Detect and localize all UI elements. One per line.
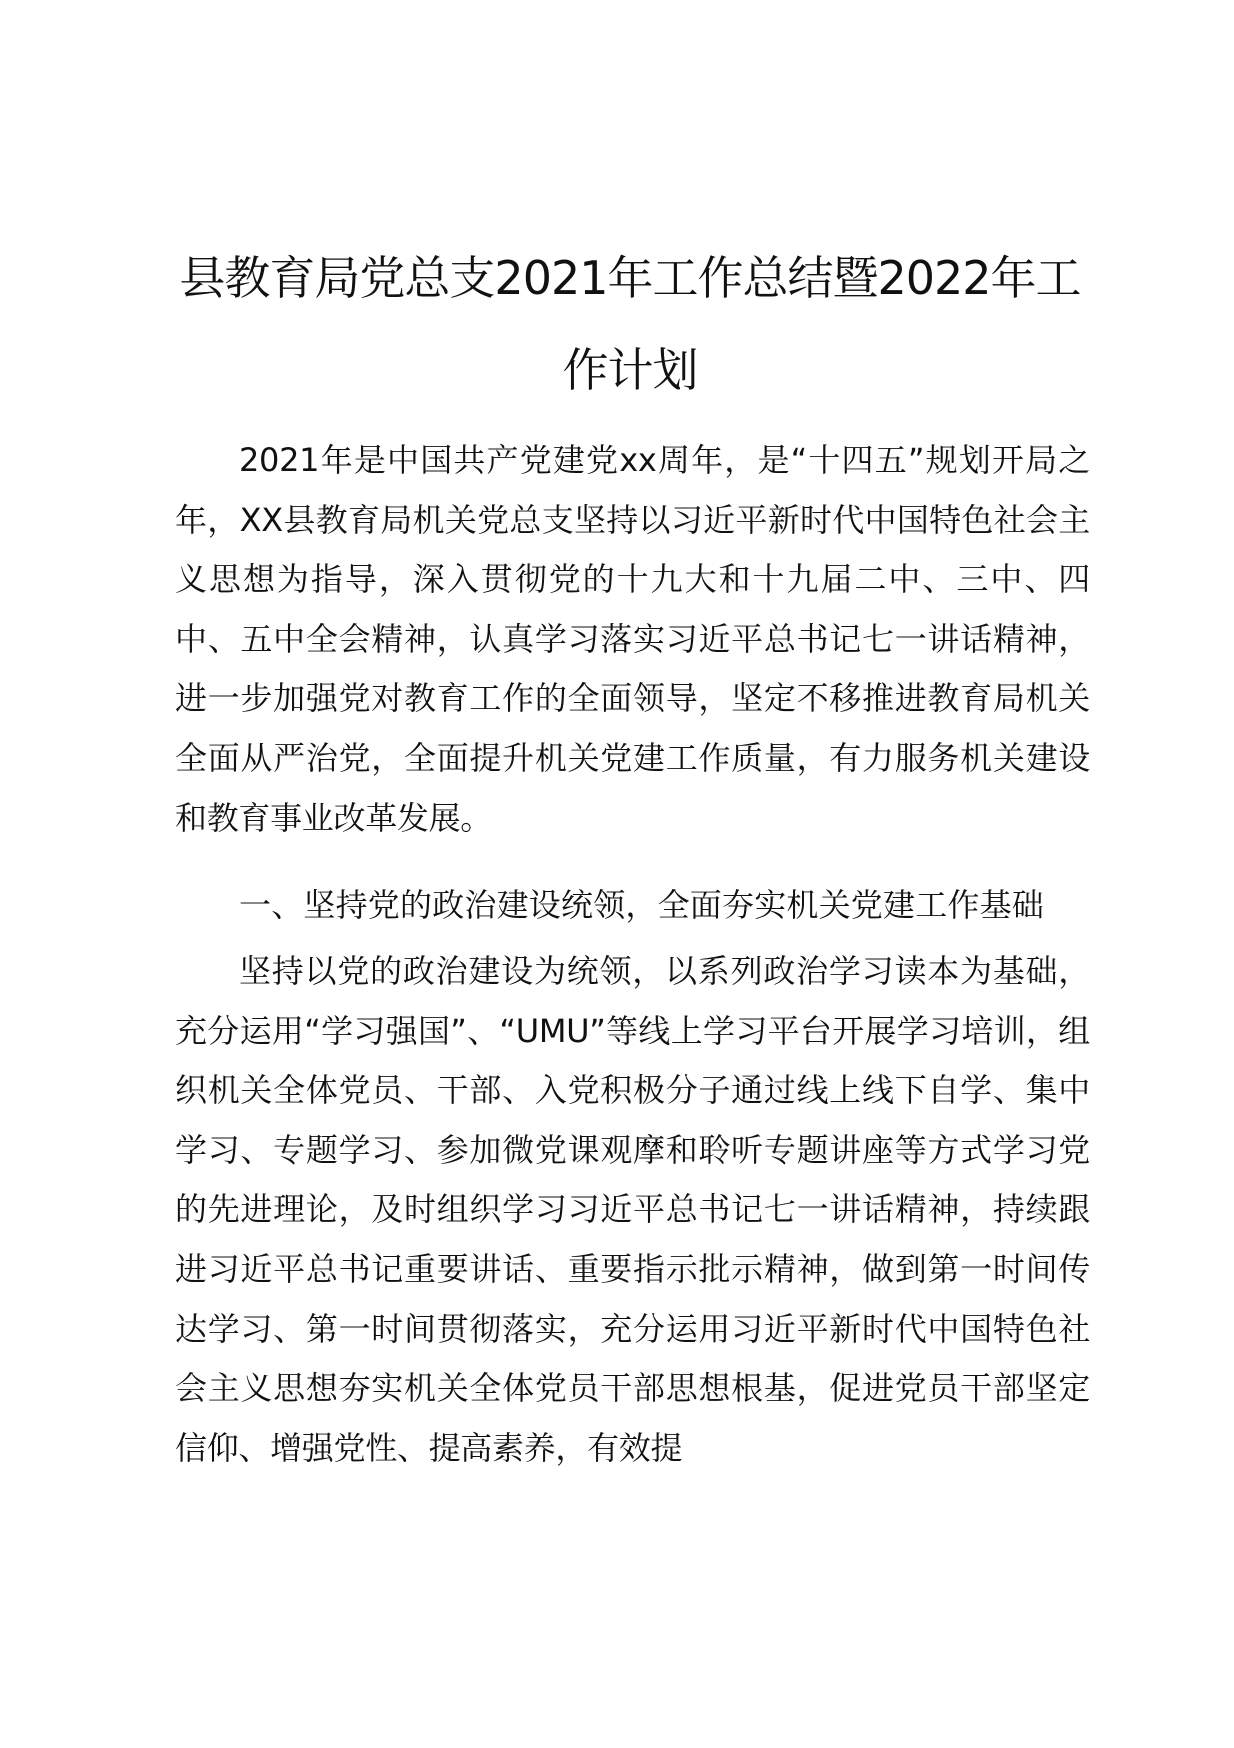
section-1-paragraph: 坚持以党的政治建设为统领，以系列政治学习读本为基础，充分运用“学习强国”、“UMU”等线上学习平台开展学习培训，组织机关全体党员、干部、入党积极分子通过线上线下自学、集中学习、专题学习、参加微党课观摩和聆听专题讲座等方式学习党的先进理论，及时组织学习习近平总书记七一讲话精神，持续跟进习近平总书记重要讲话、重要指示批示精神，做到第一时间传达学习、第一时间贯彻落实，充分运用习近平新时代中国特色社会主义思想夯实机关全体党员干部思想根基，促进党员干部坚定信仰、增强党性、提高素养，有效提 bbox=[175, 952, 1090, 1467]
document-title-line-2: 作计划 bbox=[562, 343, 698, 397]
document-title-line-1: 县教育局党总支2021年工作总结暨2022年工 bbox=[179, 251, 1081, 305]
section-heading-1: 一、坚持党的政治建设统领，全面夯实机关党建工作基础 bbox=[239, 886, 1045, 924]
document-title bbox=[150, 232, 1110, 416]
intro-paragraph: 2021年是中国共产党建党xx周年，是“十四五”规划开局之年，XX县教育局机关党总支坚持以习近平新时代中国特色社会主义思想为指导，深入贯彻党的十九大和十九届二中、三中、四中、五中全会精神，认真学习落实习近平总书记七一讲话精神，进一步加强党对教育工作的全面领导，坚定不移推进教育局机关全面从严治党，全面提升机关党建工作质量，有力服务机关建设和教育事业改革发展。 bbox=[175, 441, 1090, 837]
